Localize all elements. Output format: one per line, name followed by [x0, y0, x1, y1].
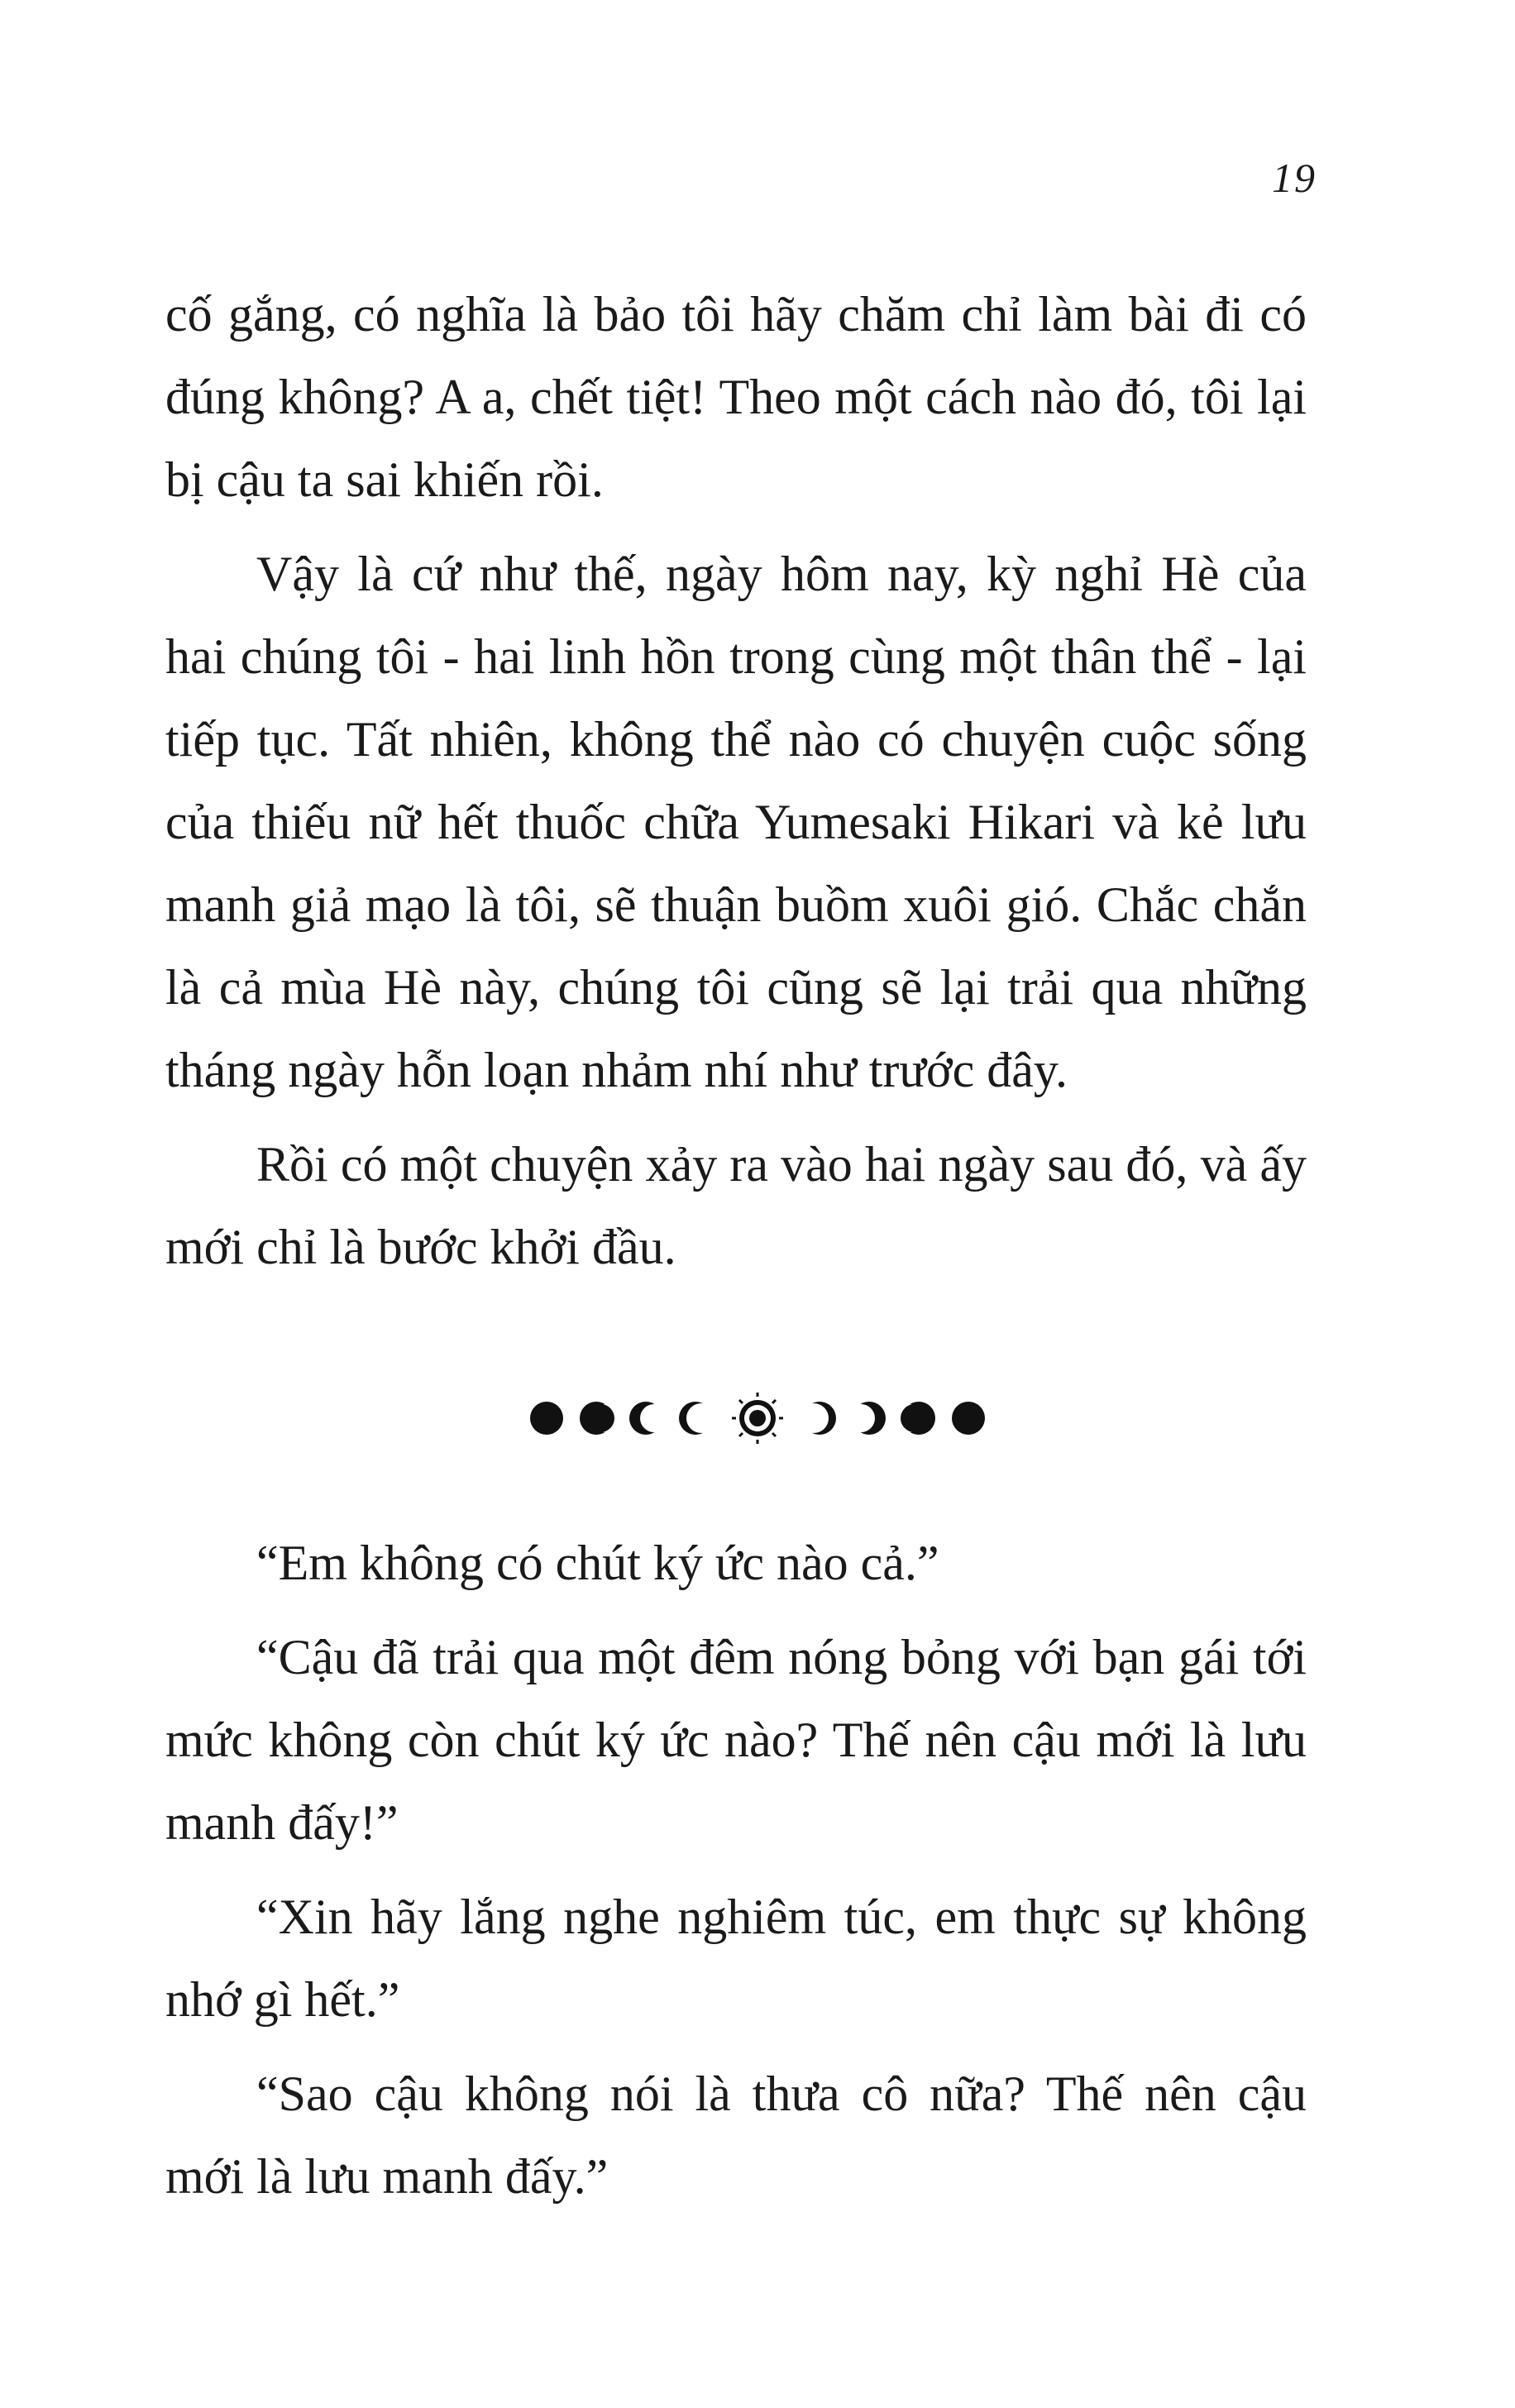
- paragraph: Rồi có một chuyện xảy ra vào hai ngày sau đó, và ấy mới chỉ là bước khởi đầu.: [165, 1137, 1307, 1274]
- paragraph-continuation: cố gắng, có nghĩa là bảo tôi hãy chăm chỉ làm bài đi có đúng không? A a, chết tiệt! Theo một cách nào đó, tôi lại bị cậu ta sai khiến rồi.: [165, 287, 1307, 507]
- crescent-mark: [895, 1402, 935, 1435]
- dialogue-line: “Cậu đã trải qua một đêm nóng bỏng với bạn gái tới mức không còn chút ký ức nào? Thế nên cậu mới là lưu manh đấy!”: [165, 1630, 1307, 1850]
- crescent-mark: [580, 1402, 620, 1435]
- dialogue-line: “Xin hãy lắng nghe nghiêm túc, em thực sự không nhớ gì hết.”: [165, 1890, 1307, 2027]
- new-moon-mark: [952, 1402, 985, 1435]
- crescent-mark: [629, 1402, 668, 1435]
- paragraph: Vậy là cứ như thế, ngày hôm nay, kỳ nghỉ Hè của hai chúng tôi - hai linh hồn trong cùng một thân thể - lại tiếp tục. Tất nhiên, không thể nào có chuyện cuộc sống của thiếu nữ hết thuốc chữa Yumesaki Hikari và kẻ lưu manh giả mạo là tôi, sẽ thuận buồm xuôi gió. Chắc chắn là cả mùa Hè này, chúng tôi cũng sẽ lại trải qua những tháng ngày hỗn loạn nhảm nhí như trước đây.: [165, 547, 1307, 1097]
- crescent-mark: [847, 1402, 886, 1435]
- dialogue-section: [165, 1522, 1307, 2229]
- dialogue-line: “Sao cậu không nói là thưa cô nữa? Thế nên cậu mới là lưu manh đấy.”: [165, 2066, 1307, 2204]
- new-moon-mark: [530, 1402, 563, 1435]
- narrative-section: [165, 273, 1307, 1300]
- crescent-mark: [679, 1402, 716, 1435]
- dialogue-line: “Em không có chút ký ức nào cả.”: [256, 1536, 939, 1590]
- page-number: 19: [1272, 155, 1317, 201]
- sun-mark: [732, 1393, 783, 1444]
- crescent-mark: [799, 1402, 836, 1435]
- section-separator: [0, 1389, 1515, 1447]
- moon-phases-icon: [526, 1389, 989, 1447]
